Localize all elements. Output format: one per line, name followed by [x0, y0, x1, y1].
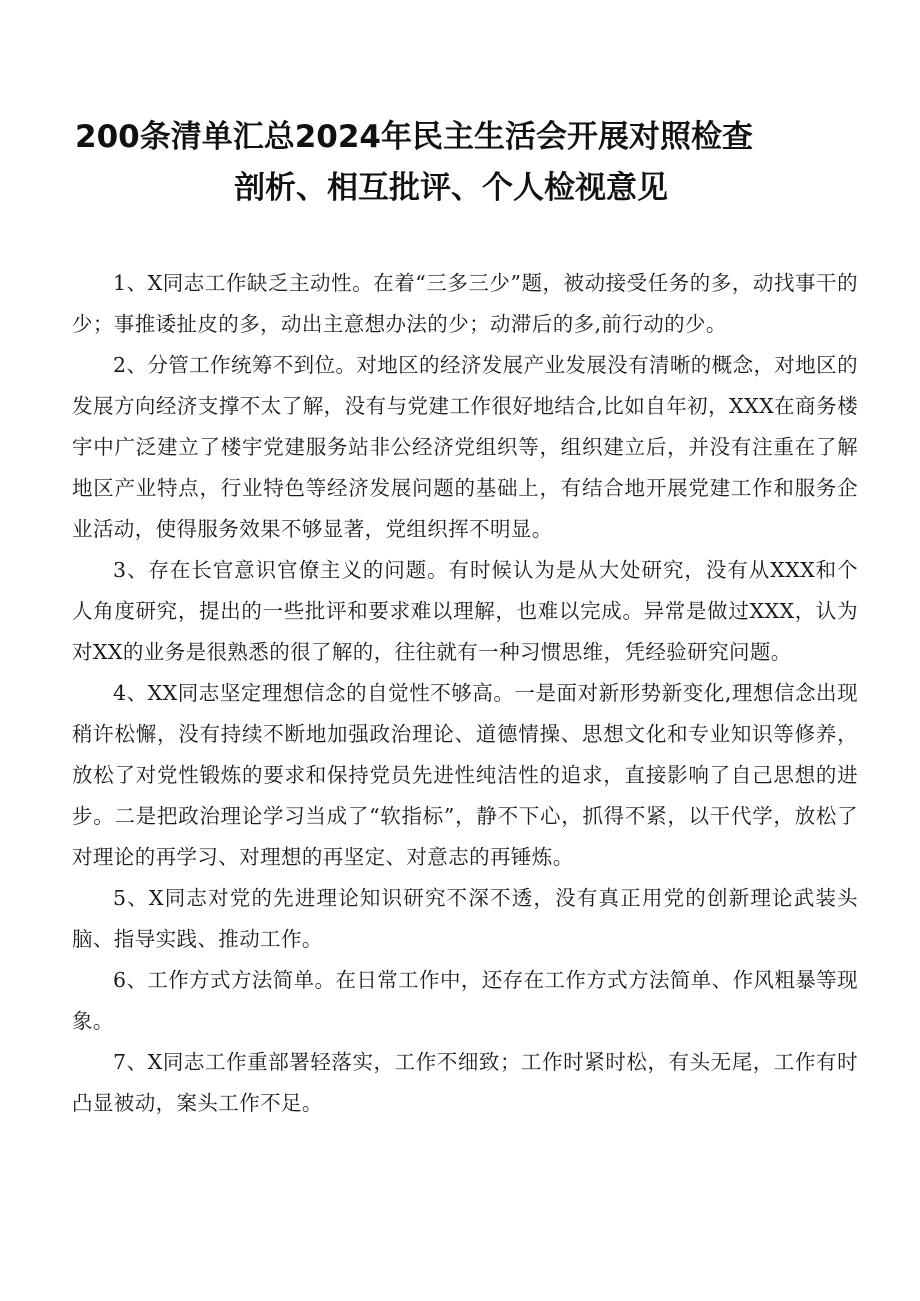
paragraph-3: 3、存在长官意识官僚主义的问题。有时候认为是从大处研究，没有从XXX和个人角度研究，提出的一些批评和要求难以理解，也难以完成。异常是做过XXX，认为对XX的业务是很熟悉的很了解的，往往就有一种习惯思维，凭经验研究问题。	[72, 558, 858, 664]
paragraph-4: 4、XX同志坚定理想信念的自觉性不够高。一是面对新形势新变化,理想信念出现稍许松懈，没有持续不断地加强政治理论、道德情操、思想文化和专业知识等修养，放松了对党性锻炼的要求和保持党员先进性纯洁性的追求，直接影响了自己思想的进步。二是把政治理论学习当成了“软指标”，静不下心，抓得不紧，以干代学，放松了对理论的再学习、对理想的再坚定、对意志的再锤炼。	[72, 681, 858, 869]
document-title	[60, 112, 860, 214]
paragraph-1: 1、X同志工作缺乏主动性。在着“三多三少”题，被动接受任务的多，动找事干的少；事推诿扯皮的多，动出主意想办法的少；动滞后的多,前行动的少。	[72, 271, 858, 336]
paragraph-7: 7、X同志工作重部署轻落实，工作不细致；工作时紧时松，有头无尾，工作有时凸显被动，案头工作不足。	[72, 1050, 858, 1115]
paragraph-2: 2、分管工作统筹不到位。对地区的经济发展产业发展没有清晰的概念，对地区的发展方向经济支撑不太了解，没有与党建工作很好地结合,比如自年初，XXX在商务楼宇中广泛建立了楼宇党建服务站非公经济党组织等，组织建立后，并没有注重在了解地区产业特点，行业特色等经济发展问题的基础上，有结合地开展党建工作和服务企业活动，使得服务效果不够显著，党组织挥不明显。	[72, 353, 858, 541]
document-body	[72, 263, 858, 1124]
paragraph-5: 5、X同志对党的先进理论知识研究不深不透，没有真正用党的创新理论武装头脑、指导实践、推动工作。	[72, 886, 858, 951]
title-line-2: 剖析、相互批评、个人检视意见	[234, 170, 668, 206]
title-line-1: 200条清单汇总2024年民主生活会开展对照检查	[75, 119, 753, 155]
paragraph-6: 6、工作方式方法简单。在日常工作中，还存在工作方式方法简单、作风粗暴等现象。	[72, 968, 858, 1033]
